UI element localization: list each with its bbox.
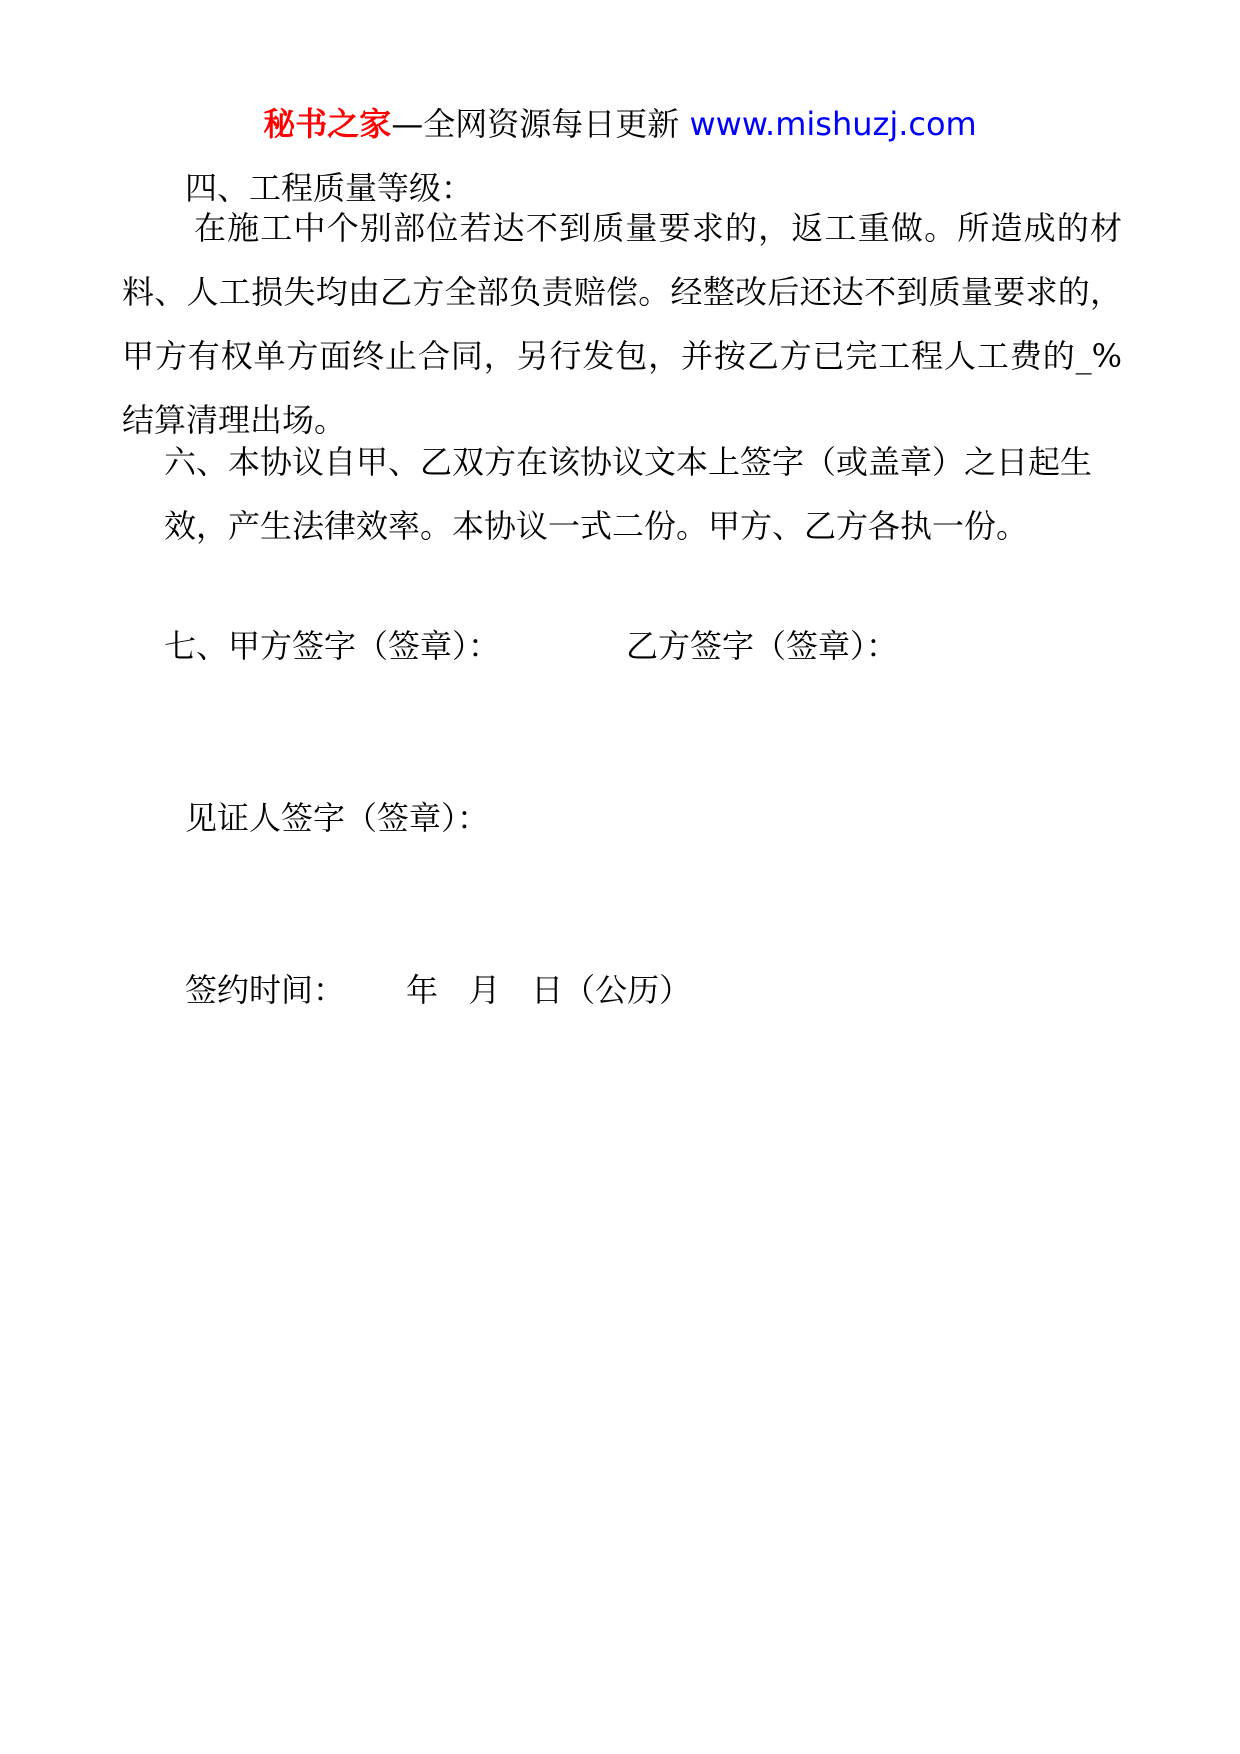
site-header bbox=[0, 100, 1240, 148]
site-url-link[interactable]: www.mishuzj.com bbox=[689, 105, 977, 143]
section-4-title: 四、工程质量等级： bbox=[185, 169, 474, 207]
party-a-signature-label: 七、甲方签字（签章）： bbox=[164, 627, 501, 665]
witness-signature-label: 见证人签字（签章）： bbox=[185, 799, 490, 837]
section-4-body: 在施工中个别部位若达不到质量要求的，返工重做。所造成的材料、人工损失均由乙方全部负责赔偿。经整改后还达不到质量要求的，甲方有权单方面终止合同，另行发包，并按乙方已完工程人工费的_%结算清理出场。 bbox=[122, 209, 1122, 439]
section-6-body: 六、本协议自甲、乙双方在该协议文本上签字（或盖章）之日起生效，产生法律效率。本协议一式二份。甲方、乙方各执一份。 bbox=[164, 443, 1093, 545]
party-b-signature-label: 乙方签字（签章）： bbox=[626, 627, 899, 665]
header-tagline: —全网资源每日更新 bbox=[391, 105, 680, 143]
sign-date-label: 签约时间： 年 月 日（公历） bbox=[185, 971, 692, 1009]
brand-name: 秘书之家 bbox=[263, 105, 392, 143]
